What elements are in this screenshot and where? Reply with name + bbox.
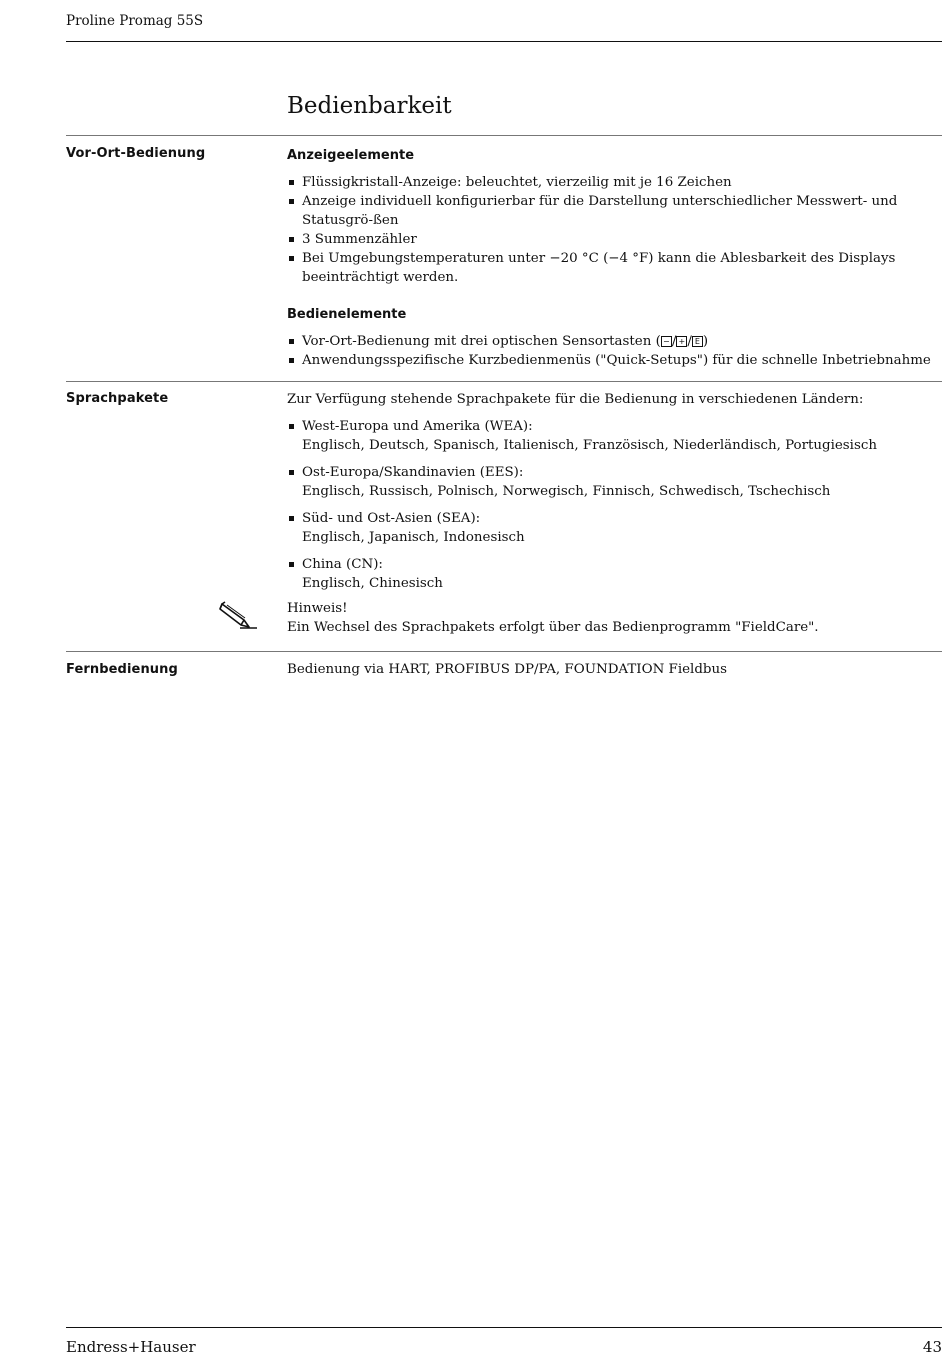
package-languages: Englisch, Deutsch, Spanisch, Italienisch, Französisch, Niederländisch, Portugiesisch (302, 438, 877, 453)
list-item: Flüssigkristall-Anzeige: beleuchtet, vierzeilig mit je 16 Zeichen (287, 173, 942, 192)
package-title: Süd- und Ost-Asien (SEA): (302, 511, 481, 526)
footer-brand: Endress+Hauser (66, 1338, 196, 1356)
anzeige-list (287, 173, 942, 287)
list-item: Bei Umgebungstemperaturen unter −20 °C (−4 °F) kann die Ablesbarkeit des Displays beeinträchtigt werden. (287, 249, 942, 287)
package-title: West-Europa und Amerika (WEA): (302, 419, 533, 434)
separator: / (687, 334, 692, 349)
list-item (287, 417, 942, 455)
sprach-list (287, 417, 942, 593)
list-item: 3 Summenzähler (287, 230, 942, 249)
section-label-fernbedienung: Fernbedienung (66, 662, 178, 677)
sprach-intro: Zur Verfügung stehende Sprachpakete für die Bedienung in verschiedenen Ländern: (287, 392, 864, 407)
package-languages: Englisch, Russisch, Polnisch, Norwegisch, Finnisch, Schwedisch, Tschechisch (302, 484, 831, 499)
running-header-title: Proline Promag 55S (66, 13, 204, 29)
enter-key-icon: E (692, 336, 703, 347)
list-item: Anwendungsspezifische Kurzbedienmenüs ("Quick-Setups") für die schnelle Inbetriebnahme (287, 351, 942, 370)
list-item (287, 332, 942, 351)
section-vor-ort (287, 146, 942, 370)
list-item (287, 463, 942, 501)
subheading-bedienelemente: Bedienelemente (287, 307, 407, 322)
plus-key-icon: + (676, 336, 687, 347)
section-sprachpakete (287, 390, 942, 637)
section-divider (66, 135, 942, 136)
section-label-vor-ort: Vor-Ort-Bedienung (66, 146, 206, 161)
list-item (287, 192, 942, 230)
list-item-text: Anzeige individuell konfigurierbar für die Darstellung unterschiedlicher Messwert- und Statusgrö-ßen (302, 194, 898, 228)
header-rule (66, 41, 942, 42)
note-text: Ein Wechsel des Sprachpakets erfolgt über das Bedienprogramm "FieldCare". (287, 620, 819, 635)
package-title: China (CN): (302, 557, 383, 572)
minus-key-icon: − (661, 336, 672, 347)
list-item-text: Vor-Ort-Bedienung mit drei optischen Sensortasten ( (302, 334, 661, 349)
fern-text: Bedienung via HART, PROFIBUS DP/PA, FOUNDATION Fieldbus (287, 662, 727, 677)
footer-rule (66, 1327, 942, 1328)
pencil-note-icon (218, 598, 258, 630)
section-divider (66, 381, 942, 382)
page-title: Bedienbarkeit (287, 93, 452, 119)
list-item-suffix: ) (702, 334, 709, 349)
section-divider (66, 651, 942, 652)
list-item (287, 555, 942, 593)
bedien-list (287, 332, 942, 370)
note-title: Hinweis! (287, 601, 348, 616)
package-languages: Englisch, Japanisch, Indonesisch (302, 530, 525, 545)
list-item (287, 509, 942, 547)
subheading-anzeigeelemente: Anzeigeelemente (287, 148, 415, 163)
package-languages: Englisch, Chinesisch (302, 576, 443, 591)
section-label-sprachpakete: Sprachpakete (66, 391, 169, 406)
package-title: Ost-Europa/Skandinavien (EES): (302, 465, 524, 480)
page-number: 43 (922, 1338, 942, 1356)
separator: / (671, 334, 677, 349)
